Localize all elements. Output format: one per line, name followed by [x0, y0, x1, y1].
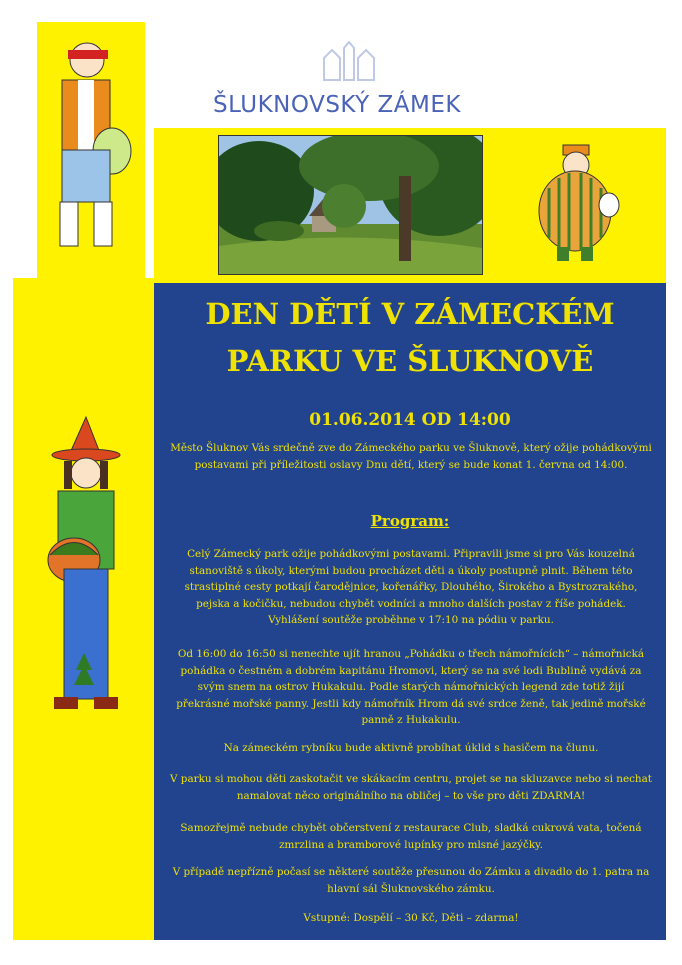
park-photo [218, 135, 483, 275]
pirate-boy-illustration [44, 36, 134, 254]
admission-paragraph: Vstupné: Dospělí – 30 Kč, Děti – zdarma! [303, 912, 519, 924]
program-paragraph-2: Od 16:00 do 16:50 si nenechte ujít hranou „Pohádku o třech námořnících“ – námořnická pohádka o čestném a dobrém kapitánu Hromovi, který se na své lodi Bublině vydává za svým snem na ostrov Hukakulu. Podle starých námořnických legend zde totiž žijí překrásné mořské panny. Jestli kdy námořník Hrom dá své srdce ženě, tak jedině mořské panně z Hukakulu. [176, 648, 646, 727]
program-paragraph-4: V parku si mohou děti zaskotačit ve skákacím centru, projet se na skluzavce nebo si nechat namalovat něco originálního na obličej – to vše pro děti ZDARMA! [170, 773, 652, 802]
event-date: 01.06.2014 OD 14:00 [309, 410, 511, 430]
title-line-2: PARKU VE ŠLUKNOVĚ [226, 344, 594, 378]
castle-logo-icon [318, 40, 380, 82]
intro-paragraph: Město Šluknov Vás srdečně zve do Zámeckého parku ve Šluknově, který ožije pohádkovými postavami při příležitosti oslavy Dnu dětí, který se bude konat 1. června od 14:00. [170, 442, 652, 471]
program-paragraph-1: Celý Zámecký park ožije pohádkovými postavami. Připravili jsme si pro Vás kouzelná stanoviště s úkoly, kterými budou procházet děti a úkoly postupně plnit. Během této strastiplné cesty potkají čarodějnice, kořenářky, Dlouhého, Širokého a Bystrozrakého, pejska a kočičku, nebudou chybět vodníci a mnoho dalších postav z říše pohádek. Vyhlášení soutěže proběhne v 17:10 na pódiu v parku. [184, 548, 638, 627]
program-paragraph-3: Na zámeckém rybníku bude aktivně probíhat úklid s hasičem na člunu. [223, 742, 599, 754]
program-paragraph-6: V případě nepřízně počasí se některé soutěže přesunou do Zámku a divadlo do 1. patra na hlavní sál Šluknovského zámku. [172, 866, 650, 895]
boy-with-hat-illustration [40, 415, 132, 725]
logo-text: ŠLUKNOVSKÝ ZÁMEK [213, 92, 461, 118]
title-line-1: DEN DĚTÍ V ZÁMECKÉM [205, 297, 615, 331]
sailor-man-illustration [529, 143, 621, 263]
program-heading: Program: [370, 512, 450, 530]
program-paragraph-5: Samozřejmě nebude chybět občerstvení z restaurace Club, sladká cukrová vata, točená zmrzlina a bramborové lupínky pro mlsné jazýčky. [180, 822, 642, 851]
page-title [154, 291, 666, 385]
